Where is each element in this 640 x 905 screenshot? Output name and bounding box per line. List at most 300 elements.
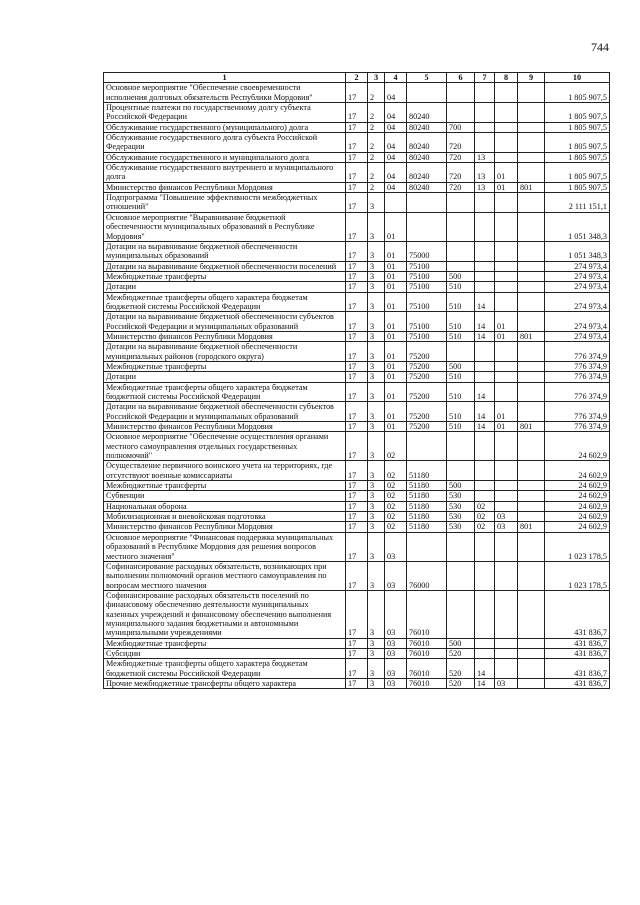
column-3-code: 2 — [368, 163, 385, 183]
column-5-code: 76010 — [407, 638, 447, 648]
column-2-code: 17 — [346, 261, 368, 271]
column-6-code — [447, 461, 475, 481]
row-description: Процентные платежи по государственному долгу субъекта Российской Федерации — [104, 103, 346, 123]
column-2-code: 17 — [346, 678, 368, 688]
table-row — [104, 501, 610, 511]
column-3-code: 3 — [368, 648, 385, 658]
column-2-code: 17 — [346, 361, 368, 371]
column-9-code — [518, 163, 545, 183]
column-7-code: 13 — [475, 163, 495, 183]
column-7-code: 02 — [475, 522, 495, 532]
row-description: Дотации на выравнивание бюджетной обеспеченности субъектов Российской Федерации и муниципальных образований — [104, 312, 346, 332]
column-2-code: 17 — [346, 461, 368, 481]
column-7-code — [475, 241, 495, 261]
row-description: Основное мероприятие "Обеспечение осуществления органами местного самоуправления отдельных государственных полномочий" — [104, 432, 346, 461]
column-10-amount: 431 836,7 — [545, 648, 610, 658]
column-6-code: 500 — [447, 271, 475, 281]
column-7-code: 02 — [475, 512, 495, 522]
column-5-code: 80240 — [407, 133, 447, 153]
column-9-code — [518, 659, 545, 679]
column-3-code: 3 — [368, 678, 385, 688]
column-3-code: 3 — [368, 522, 385, 532]
column-7-code — [475, 103, 495, 123]
column-8-code — [495, 638, 518, 648]
column-4-code: 01 — [385, 361, 407, 371]
column-2-code: 17 — [346, 501, 368, 511]
column-3-code: 3 — [368, 331, 385, 341]
column-2-code: 17 — [346, 83, 368, 103]
column-7-code — [475, 212, 495, 241]
row-description: Межбюджетные трансферты общего характера бюджетам бюджетной системы Российской Федерации — [104, 292, 346, 312]
column-2-code: 17 — [346, 648, 368, 658]
row-description: Министерство финансов Республики Мордовия — [104, 522, 346, 532]
column-7-code — [475, 83, 495, 103]
column-5-code: 75100 — [407, 282, 447, 292]
column-2-code: 17 — [346, 512, 368, 522]
row-description: Межбюджетные трансферты — [104, 271, 346, 281]
column-7-code: 14 — [475, 312, 495, 332]
column-2-code: 17 — [346, 163, 368, 183]
column-6-code — [447, 212, 475, 241]
column-4-code: 03 — [385, 532, 407, 561]
column-9-code — [518, 491, 545, 501]
column-5-code — [407, 83, 447, 103]
column-7-code — [475, 361, 495, 371]
column-4-code: 03 — [385, 648, 407, 658]
column-3-code: 3 — [368, 422, 385, 432]
table-row — [104, 282, 610, 292]
column-4-code: 04 — [385, 103, 407, 123]
header-cell: 1 — [104, 73, 346, 83]
column-2-code: 17 — [346, 659, 368, 679]
column-10-amount: 274 973,4 — [545, 292, 610, 312]
row-description: Подпрограмма "Повышение эффективности межбюджетных отношений" — [104, 193, 346, 213]
column-9-code — [518, 532, 545, 561]
column-6-code — [447, 261, 475, 271]
column-5-code: 75100 — [407, 331, 447, 341]
column-2-code: 17 — [346, 282, 368, 292]
table-row — [104, 212, 610, 241]
column-10-amount: 24 602,9 — [545, 501, 610, 511]
column-3-code: 2 — [368, 83, 385, 103]
table-row — [104, 432, 610, 461]
column-6-code — [447, 532, 475, 561]
table-row — [104, 261, 610, 271]
column-4-code: 03 — [385, 561, 407, 590]
column-3-code: 2 — [368, 133, 385, 153]
column-3-code: 3 — [368, 312, 385, 332]
column-5-code: 75100 — [407, 292, 447, 312]
row-description: Межбюджетные трансферты общего характера бюджетам бюджетной системы Российской Федерации — [104, 659, 346, 679]
column-3-code: 3 — [368, 271, 385, 281]
header-cell: 9 — [518, 73, 545, 83]
column-3-code: 3 — [368, 212, 385, 241]
column-8-code — [495, 193, 518, 213]
column-7-code: 14 — [475, 331, 495, 341]
column-9-code — [518, 103, 545, 123]
column-2-code: 17 — [346, 212, 368, 241]
table-row — [104, 461, 610, 481]
column-2-code: 17 — [346, 133, 368, 153]
row-description: Дотации на выравнивание бюджетной обеспеченности муниципальных образований — [104, 241, 346, 261]
column-7-code — [475, 271, 495, 281]
column-8-code: 01 — [495, 422, 518, 432]
row-description: Национальная оборона — [104, 501, 346, 511]
table-row — [104, 292, 610, 312]
column-5-code: 76010 — [407, 659, 447, 679]
column-5-code: 75100 — [407, 312, 447, 332]
column-4-code: 01 — [385, 292, 407, 312]
column-4-code: 01 — [385, 342, 407, 362]
column-2-code: 17 — [346, 182, 368, 192]
column-2-code: 17 — [346, 122, 368, 132]
header-cell: 5 — [407, 73, 447, 83]
column-3-code: 3 — [368, 402, 385, 422]
table-row — [104, 331, 610, 341]
column-6-code: 500 — [447, 361, 475, 371]
column-9-code — [518, 501, 545, 511]
column-9-code: 801 — [518, 331, 545, 341]
row-description: Субвенции — [104, 491, 346, 501]
column-10-amount: 776 374,9 — [545, 382, 610, 402]
column-5-code — [407, 432, 447, 461]
column-5-code — [407, 532, 447, 561]
table-row — [104, 512, 610, 522]
column-10-amount: 776 374,9 — [545, 422, 610, 432]
column-9-code — [518, 212, 545, 241]
row-description: Основное мероприятие "Обеспечение своевременности исполнения долговых обязательств Республики Мордовия" — [104, 83, 346, 103]
column-10-amount: 1 805 907,5 — [545, 103, 610, 123]
column-9-code: 801 — [518, 422, 545, 432]
table-row — [104, 481, 610, 491]
column-5-code: 75200 — [407, 372, 447, 382]
row-description: Осуществление первичного воинского учета на территориях, где отсутствуют военные комиссариаты — [104, 461, 346, 481]
column-8-code — [495, 432, 518, 461]
row-description: Межбюджетные трансферты общего характера бюджетам бюджетной системы Российской Федерации — [104, 382, 346, 402]
row-description: Основное мероприятие "Финансовая поддержка муниципальных образований в Республике Мордовия для решения вопросов местного значения" — [104, 532, 346, 561]
table-row — [104, 182, 610, 192]
header-cell: 10 — [545, 73, 610, 83]
column-4-code: 01 — [385, 312, 407, 332]
column-9-code — [518, 382, 545, 402]
column-2-code: 17 — [346, 382, 368, 402]
column-3-code: 3 — [368, 659, 385, 679]
column-8-code — [495, 292, 518, 312]
column-7-code — [475, 261, 495, 271]
column-7-code — [475, 122, 495, 132]
column-8-code — [495, 152, 518, 162]
column-2-code: 17 — [346, 522, 368, 532]
column-8-code — [495, 590, 518, 638]
table-row — [104, 659, 610, 679]
column-3-code: 3 — [368, 501, 385, 511]
column-6-code — [447, 193, 475, 213]
column-9-code — [518, 342, 545, 362]
column-4-code: 03 — [385, 590, 407, 638]
column-5-code: 80240 — [407, 122, 447, 132]
column-4-code: 03 — [385, 678, 407, 688]
column-3-code: 3 — [368, 292, 385, 312]
column-2-code: 17 — [346, 532, 368, 561]
column-9-code — [518, 292, 545, 312]
column-7-code: 14 — [475, 292, 495, 312]
page-number: 744 — [591, 40, 609, 54]
column-3-code: 3 — [368, 241, 385, 261]
column-4-code: 02 — [385, 432, 407, 461]
column-8-code — [495, 561, 518, 590]
column-6-code: 510 — [447, 282, 475, 292]
column-10-amount: 1 051 348,3 — [545, 241, 610, 261]
column-9-code — [518, 432, 545, 461]
column-9-code — [518, 122, 545, 132]
table-row — [104, 678, 610, 688]
column-9-code — [518, 241, 545, 261]
column-5-code: 51180 — [407, 501, 447, 511]
column-8-code: 01 — [495, 312, 518, 332]
column-5-code: 76010 — [407, 590, 447, 638]
table-row — [104, 561, 610, 590]
column-4-code: 02 — [385, 512, 407, 522]
table-row — [104, 361, 610, 371]
column-9-code — [518, 372, 545, 382]
column-9-code — [518, 512, 545, 522]
table-row — [104, 522, 610, 532]
column-5-code: 75000 — [407, 241, 447, 261]
column-3-code: 2 — [368, 122, 385, 132]
column-8-code — [495, 261, 518, 271]
column-6-code — [447, 83, 475, 103]
header-cell: 4 — [385, 73, 407, 83]
column-3-code: 3 — [368, 461, 385, 481]
column-10-amount: 274 973,4 — [545, 261, 610, 271]
column-5-code: 76010 — [407, 648, 447, 658]
table-row — [104, 241, 610, 261]
column-2-code: 17 — [346, 481, 368, 491]
column-10-amount: 431 836,7 — [545, 659, 610, 679]
table-row — [104, 382, 610, 402]
row-description: Дотации — [104, 372, 346, 382]
column-7-code — [475, 491, 495, 501]
column-10-amount: 776 374,9 — [545, 402, 610, 422]
column-6-code: 520 — [447, 659, 475, 679]
column-5-code: 75200 — [407, 342, 447, 362]
column-4-code: 03 — [385, 638, 407, 648]
column-4-code — [385, 193, 407, 213]
column-6-code: 530 — [447, 501, 475, 511]
column-10-amount: 431 836,7 — [545, 678, 610, 688]
column-3-code: 3 — [368, 561, 385, 590]
column-7-code: 14 — [475, 382, 495, 402]
row-description: Обслуживание государственного (муниципального) долга — [104, 122, 346, 132]
column-6-code: 510 — [447, 382, 475, 402]
column-3-code: 3 — [368, 432, 385, 461]
column-2-code: 17 — [346, 312, 368, 332]
column-8-code: 03 — [495, 522, 518, 532]
column-5-code: 80240 — [407, 182, 447, 192]
column-6-code: 700 — [447, 122, 475, 132]
column-8-code — [495, 361, 518, 371]
header-cell: 7 — [475, 73, 495, 83]
column-5-code: 75200 — [407, 422, 447, 432]
column-6-code: 510 — [447, 422, 475, 432]
column-7-code: 13 — [475, 152, 495, 162]
column-5-code — [407, 212, 447, 241]
column-7-code — [475, 648, 495, 658]
column-8-code — [495, 212, 518, 241]
column-5-code: 51180 — [407, 522, 447, 532]
column-5-code — [407, 193, 447, 213]
column-10-amount: 24 602,9 — [545, 432, 610, 461]
column-8-code: 01 — [495, 182, 518, 192]
column-2-code: 17 — [346, 561, 368, 590]
column-8-code: 03 — [495, 678, 518, 688]
column-6-code: 520 — [447, 678, 475, 688]
row-description: Межбюджетные трансферты — [104, 481, 346, 491]
column-8-code — [495, 83, 518, 103]
column-9-code — [518, 193, 545, 213]
column-6-code — [447, 432, 475, 461]
column-10-amount: 1 023 178,5 — [545, 532, 610, 561]
column-5-code: 75200 — [407, 402, 447, 422]
column-3-code: 3 — [368, 282, 385, 292]
column-7-code — [475, 282, 495, 292]
column-9-code — [518, 133, 545, 153]
column-4-code: 01 — [385, 212, 407, 241]
row-description: Министерство финансов Республики Мордовия — [104, 331, 346, 341]
column-10-amount: 431 836,7 — [545, 590, 610, 638]
column-5-code: 75100 — [407, 271, 447, 281]
column-10-amount: 1 805 907,5 — [545, 152, 610, 162]
column-8-code — [495, 103, 518, 123]
column-5-code: 80240 — [407, 152, 447, 162]
row-description: Софинансирование расходных обязательств поселений по финансовому обеспечению деятельности муниципальных казенных учреждений и финансовому обеспечению выполнения муниципального задания бюджетными и автономными муниципальными учреждениями — [104, 590, 346, 638]
row-description: Обслуживание государственного и муниципального долга — [104, 152, 346, 162]
column-8-code — [495, 501, 518, 511]
column-4-code: 04 — [385, 122, 407, 132]
column-8-code — [495, 372, 518, 382]
column-9-code — [518, 312, 545, 332]
column-10-amount: 2 111 151,1 — [545, 193, 610, 213]
column-10-amount: 24 602,9 — [545, 522, 610, 532]
column-10-amount: 431 836,7 — [545, 638, 610, 648]
column-6-code — [447, 241, 475, 261]
column-6-code: 720 — [447, 152, 475, 162]
table-row — [104, 133, 610, 153]
column-7-code: 14 — [475, 678, 495, 688]
column-4-code: 02 — [385, 491, 407, 501]
row-description: Межбюджетные трансферты — [104, 361, 346, 371]
row-description: Прочие межбюджетные трансферты общего характера — [104, 678, 346, 688]
row-description: Дотации на выравнивание бюджетной обеспеченности муниципальных районов (городского округа) — [104, 342, 346, 362]
column-6-code: 520 — [447, 648, 475, 658]
column-9-code — [518, 678, 545, 688]
column-4-code: 02 — [385, 481, 407, 491]
column-7-code — [475, 638, 495, 648]
column-3-code: 3 — [368, 590, 385, 638]
column-7-code — [475, 532, 495, 561]
column-4-code: 01 — [385, 372, 407, 382]
column-8-code — [495, 491, 518, 501]
column-5-code: 51180 — [407, 461, 447, 481]
column-8-code — [495, 342, 518, 362]
column-7-code — [475, 342, 495, 362]
row-description: Межбюджетные трансферты — [104, 638, 346, 648]
column-8-code — [495, 659, 518, 679]
column-9-code — [518, 261, 545, 271]
column-5-code: 75200 — [407, 361, 447, 371]
column-2-code: 17 — [346, 432, 368, 461]
column-7-code — [475, 133, 495, 153]
column-3-code: 3 — [368, 481, 385, 491]
column-8-code: 01 — [495, 331, 518, 341]
column-8-code: 01 — [495, 402, 518, 422]
column-5-code: 76010 — [407, 678, 447, 688]
column-10-amount: 1 023 178,5 — [545, 561, 610, 590]
column-9-code — [518, 361, 545, 371]
column-5-code: 75200 — [407, 382, 447, 402]
column-7-code: 14 — [475, 402, 495, 422]
column-8-code — [495, 382, 518, 402]
table-row — [104, 163, 610, 183]
column-7-code — [475, 561, 495, 590]
column-5-code: 51180 — [407, 491, 447, 501]
column-7-code — [475, 461, 495, 481]
column-8-code — [495, 271, 518, 281]
column-2-code: 17 — [346, 342, 368, 362]
table-row — [104, 312, 610, 332]
column-9-code — [518, 638, 545, 648]
column-6-code — [447, 561, 475, 590]
column-6-code: 510 — [447, 312, 475, 332]
column-10-amount: 274 973,4 — [545, 282, 610, 292]
row-description: Мобилизационная и вневойсковая подготовка — [104, 512, 346, 522]
column-4-code: 03 — [385, 659, 407, 679]
column-6-code: 720 — [447, 163, 475, 183]
column-2-code: 17 — [346, 271, 368, 281]
table-header-row — [104, 73, 610, 83]
column-8-code — [495, 133, 518, 153]
column-10-amount: 24 602,9 — [545, 481, 610, 491]
column-10-amount: 1 805 907,5 — [545, 182, 610, 192]
header-cell: 3 — [368, 73, 385, 83]
column-3-code: 2 — [368, 182, 385, 192]
table-row — [104, 590, 610, 638]
column-6-code: 510 — [447, 402, 475, 422]
column-6-code: 510 — [447, 292, 475, 312]
column-10-amount: 1 051 348,3 — [545, 212, 610, 241]
column-10-amount: 776 374,9 — [545, 361, 610, 371]
column-9-code — [518, 590, 545, 638]
header-cell: 8 — [495, 73, 518, 83]
column-6-code: 510 — [447, 331, 475, 341]
table-row — [104, 402, 610, 422]
column-9-code — [518, 481, 545, 491]
column-10-amount: 24 602,9 — [545, 461, 610, 481]
column-8-code: 03 — [495, 512, 518, 522]
column-2-code: 17 — [346, 422, 368, 432]
column-4-code: 01 — [385, 282, 407, 292]
column-4-code: 04 — [385, 133, 407, 153]
column-4-code: 04 — [385, 182, 407, 192]
column-2-code: 17 — [346, 331, 368, 341]
row-description: Министерство финансов Республики Мордовия — [104, 182, 346, 192]
column-3-code: 3 — [368, 638, 385, 648]
column-7-code — [475, 372, 495, 382]
header-cell: 6 — [447, 73, 475, 83]
column-4-code: 04 — [385, 163, 407, 183]
row-description: Дотации на выравнивание бюджетной обеспеченности поселений — [104, 261, 346, 271]
column-5-code: 51180 — [407, 512, 447, 522]
